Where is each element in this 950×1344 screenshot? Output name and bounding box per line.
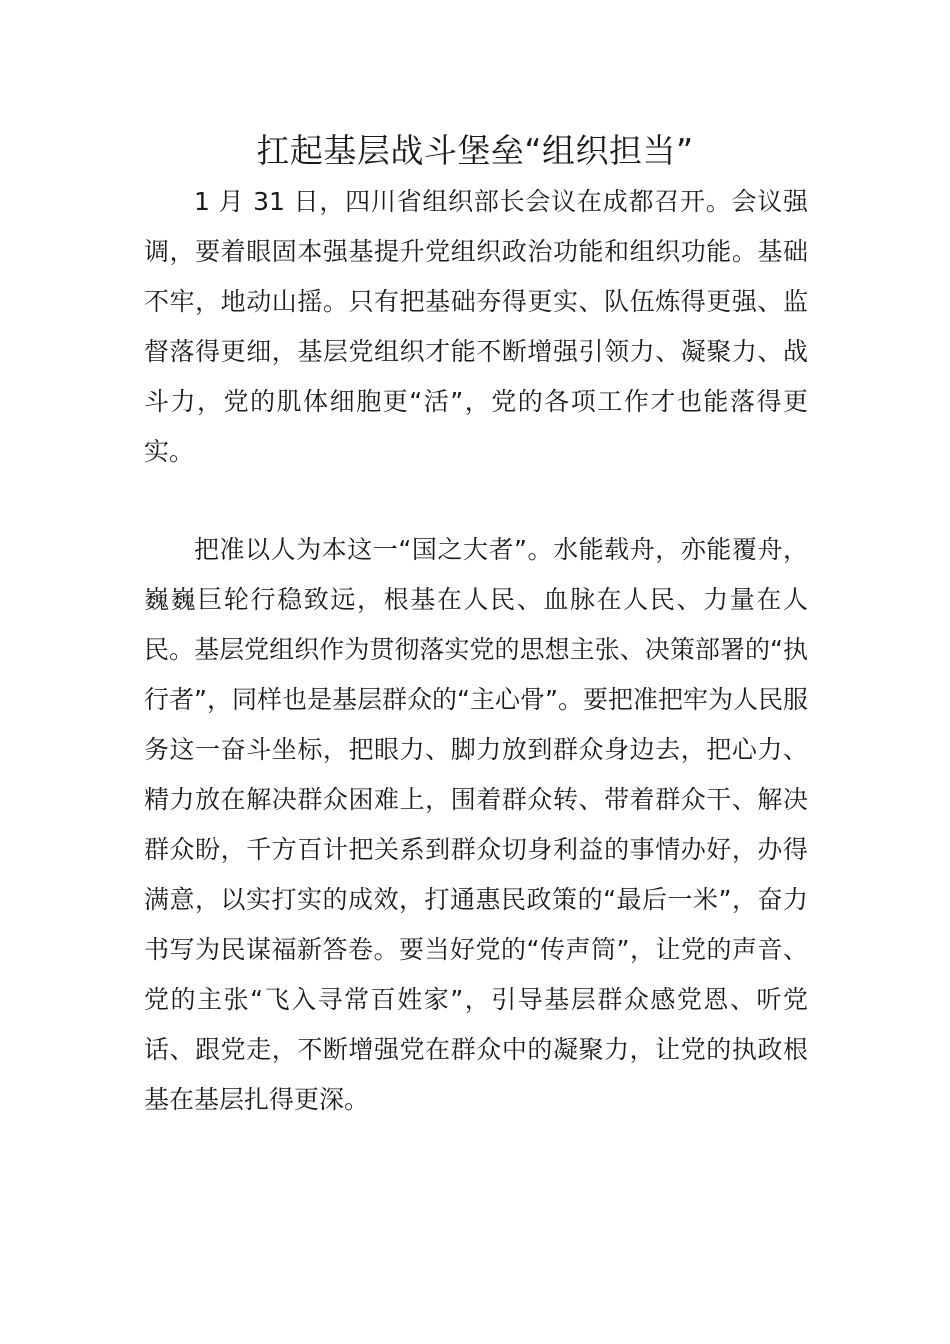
- paragraph-2: 把准以人为本这一“国之大者”。水能载舟，亦能覆舟，巍巍巨轮行稳致远，根基在人民、血脉在人民、力量在人民。基层党组织作为贯彻落实党的思想主张、决策部署的“执行者”，同样也是基层群众的“主心骨”。要把准把牢为人民服务这一奋斗坐标，把眼力、脚力放到群众身边去，把心力、精力放在解决群众困难上，围着群众转、带着群众干、解决群众盼，千方百计把关系到群众切身利益的事情办好，办得满意，以实打实的成效，打通惠民政策的“最后一米”，奋力书写为民谋福新答卷。要当好党的“传声筒”，让党的声音、党的主张“飞入寻常百姓家”，引导基层群众感党恩、听党话、跟党走，不断增强党在群众中的凝聚力，让党的执政根基在基层扎得更深。: [144, 535, 808, 1114]
- paragraph-1: 1 月 31 日，四川省组织部长会议在成都召开。会议强调，要着眼固本强基提升党组织政治功能和组织功能。基础不牢，地动山摇。只有把基础夯得更实、队伍炼得更强、监督落得更细，基层党组织才能不断增强引领力、凝聚力、战斗力，党的肌体细胞更“活”，党的各项工作才也能落得更实。: [144, 187, 808, 466]
- document-title: 扛起基层战斗堡垒“组织担当”: [256, 131, 694, 170]
